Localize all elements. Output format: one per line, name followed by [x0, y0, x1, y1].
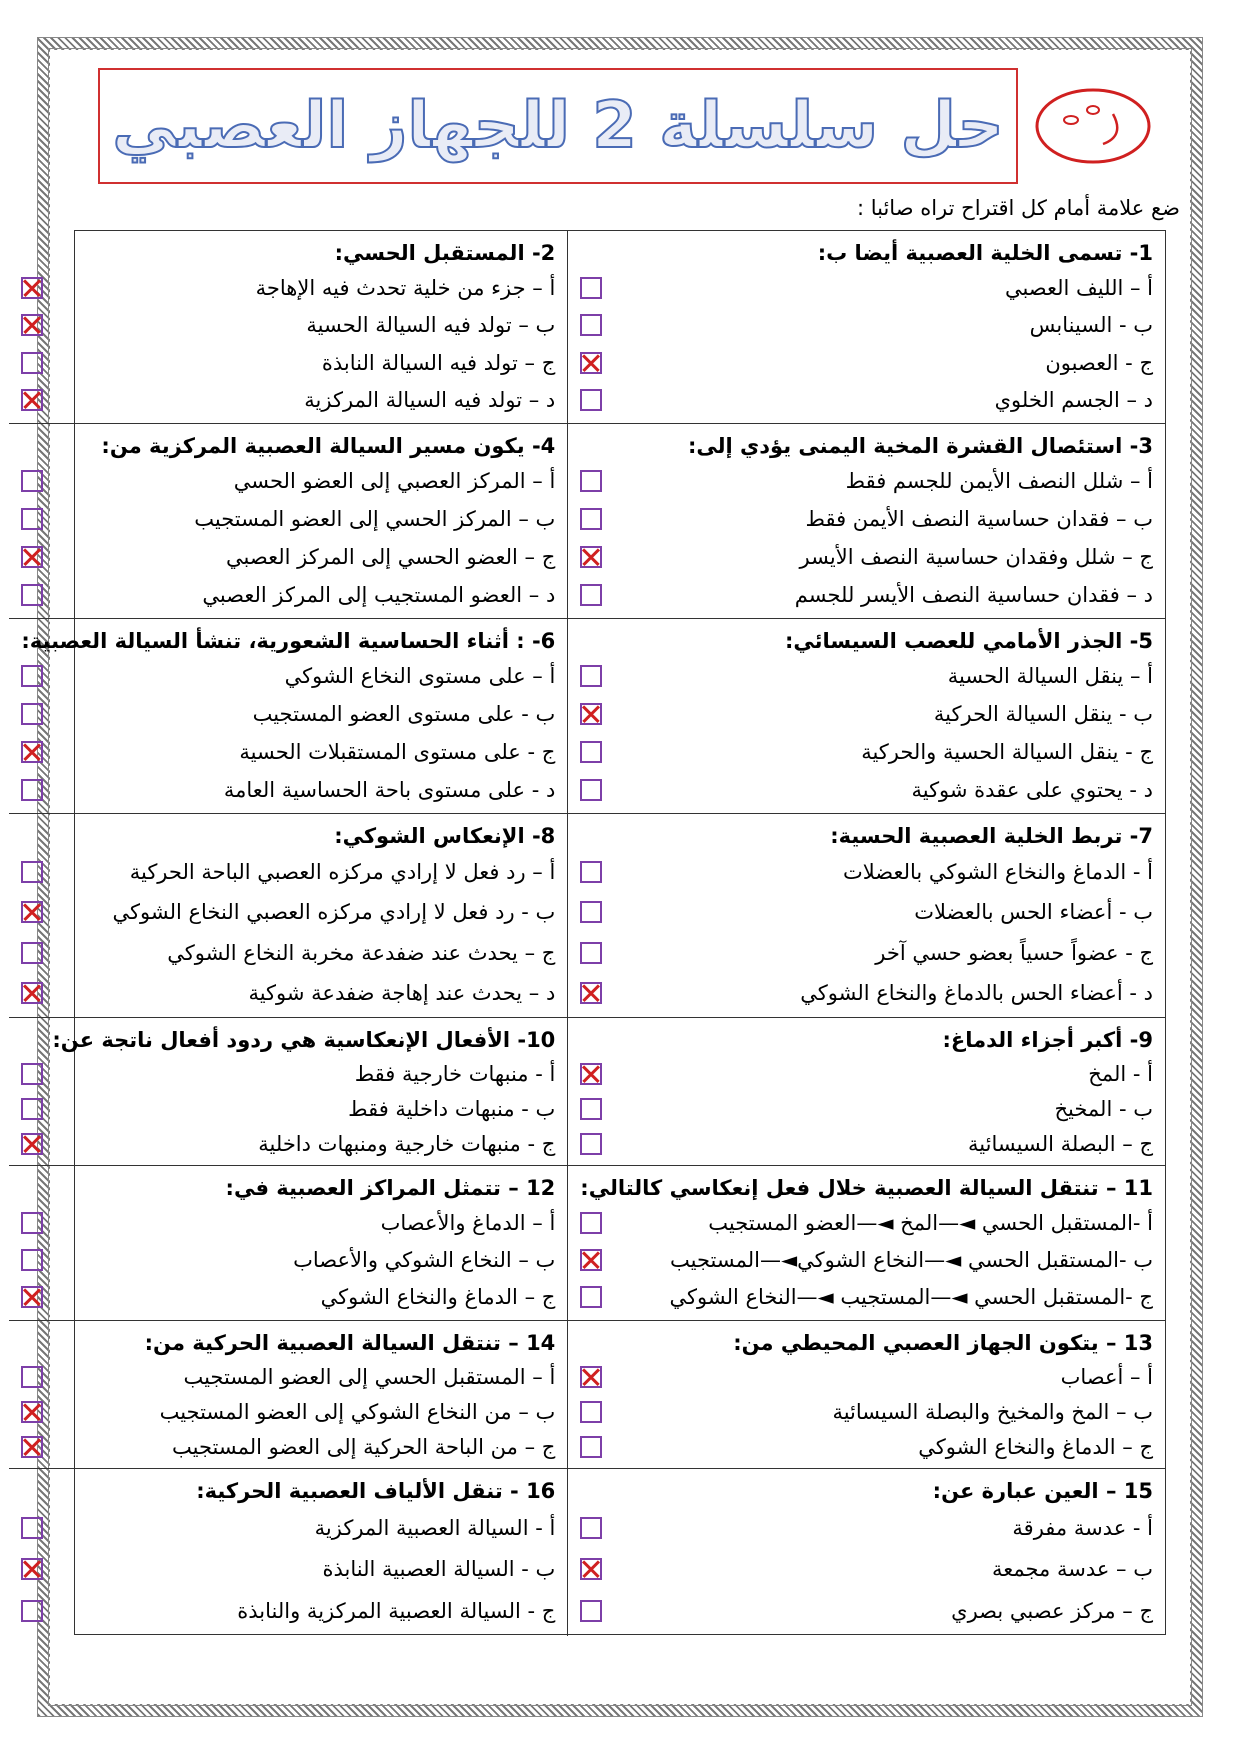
options-list — [21, 462, 555, 614]
option-row — [21, 740, 555, 764]
option-text: ج - منبهات خارجية ومنبهات داخلية — [258, 1131, 556, 1156]
empty-checkbox-icon[interactable] — [580, 901, 602, 923]
option-row — [580, 388, 1153, 412]
question-title: 13 – يتكون الجهاز العصبي المحيطي من: — [733, 1331, 1153, 1355]
option-text: ج - العصبون — [1045, 350, 1153, 375]
empty-checkbox-icon[interactable] — [580, 277, 602, 299]
option-row — [21, 507, 555, 531]
option-text: د – العضو المستجيب إلى المركز العصبي — [202, 583, 556, 607]
option-text: ب – من النخاع الشوكي إلى العضو المستجيب — [159, 1399, 556, 1424]
question-title: 15 – العين عبارة عن: — [932, 1479, 1153, 1503]
checked-checkbox-icon[interactable] — [21, 277, 43, 299]
option-text: أ – ينقل السيالة الحسية — [947, 664, 1153, 688]
option-text: ج -المستقبل الحسي ◄—المستجيب ◄—النخاع الشوكي — [669, 1285, 1153, 1310]
option-row — [21, 1062, 555, 1086]
empty-checkbox-icon[interactable] — [580, 942, 602, 964]
options-list — [21, 1507, 555, 1632]
option-text: أ – شلل النصف الأيمن للجسم فقط — [845, 469, 1153, 493]
empty-checkbox-icon[interactable] — [580, 584, 602, 606]
option-text: ب – تولد فيه السيالة الحسية — [306, 313, 556, 338]
option-row — [580, 276, 1153, 300]
checked-checkbox-icon[interactable] — [580, 1558, 602, 1580]
option-text: ب - رد فعل لا إرادي مركزه العصبي النخاع الشوكي — [112, 900, 556, 925]
option-text: ج - عضواً حسياً بعضو حسي آخر — [875, 940, 1153, 965]
option-row — [580, 1132, 1153, 1156]
option-row — [580, 1400, 1153, 1424]
option-text: د – تولد فيه السيالة المركزية — [304, 388, 556, 413]
option-row — [21, 388, 555, 412]
empty-checkbox-icon[interactable] — [21, 1517, 43, 1539]
option-row — [21, 583, 555, 607]
empty-checkbox-icon[interactable] — [580, 665, 602, 687]
question-13 — [567, 1321, 1165, 1469]
option-row — [580, 941, 1153, 965]
checked-checkbox-icon[interactable] — [580, 546, 602, 568]
option-row — [21, 981, 555, 1005]
empty-checkbox-icon[interactable] — [21, 470, 43, 492]
checked-checkbox-icon[interactable] — [580, 982, 602, 1004]
question-1 — [567, 231, 1165, 424]
option-text: أ – رد فعل لا إرادي مركزه العصبي الباحة الحركية — [129, 860, 556, 885]
options-list — [580, 657, 1153, 809]
question-title: 8- الإنعكاس الشوكي: — [334, 824, 556, 848]
question-3 — [567, 424, 1165, 619]
option-row — [580, 1365, 1153, 1389]
checked-checkbox-icon[interactable] — [580, 1063, 602, 1085]
question-title: 16 - تنقل الألياف العصبية الحركية: — [196, 1479, 556, 1503]
instruction-text: ضع علامة أمام كل اقتراح تراه صائبا : — [856, 196, 1180, 220]
option-row — [580, 351, 1153, 375]
option-row — [21, 351, 555, 375]
checked-checkbox-icon[interactable] — [21, 1401, 43, 1423]
title-box — [98, 68, 1018, 184]
empty-checkbox-icon[interactable] — [21, 942, 43, 964]
question-title: 3- استئصال القشرة المخية اليمنى يؤدي إلى: — [688, 434, 1153, 458]
checked-checkbox-icon[interactable] — [21, 1286, 43, 1308]
options-list — [580, 1204, 1153, 1316]
option-row — [580, 1097, 1153, 1121]
option-text: ب - ينقل السيالة الحركية — [933, 702, 1153, 726]
options-list — [21, 852, 555, 1013]
option-text: ب – المركز الحسي إلى العضو المستجيب — [194, 507, 556, 531]
option-text: أ – المركز العصبي إلى العضو الحسي — [233, 469, 556, 493]
option-row — [21, 1132, 555, 1156]
option-text: ج - السيالة العصبية المركزية والنابذة — [237, 1599, 556, 1624]
option-row — [580, 900, 1153, 924]
checked-checkbox-icon[interactable] — [21, 1133, 43, 1155]
question-11 — [567, 1166, 1165, 1321]
question-9 — [567, 1018, 1165, 1166]
option-text: ب - المخيخ — [1054, 1096, 1153, 1121]
question-16 — [9, 1469, 567, 1636]
empty-checkbox-icon[interactable] — [21, 1366, 43, 1388]
checked-checkbox-icon[interactable] — [21, 1558, 43, 1580]
questions-grid — [21, 230, 1166, 1635]
option-text: أ -المستقبل الحسي ◄—المخ ◄—العضو المستجيب — [708, 1210, 1153, 1235]
option-row — [580, 740, 1153, 764]
option-text: ب - على مستوى العضو المستجيب — [252, 702, 556, 726]
empty-checkbox-icon[interactable] — [580, 1401, 602, 1423]
option-row — [21, 860, 555, 884]
options-list — [580, 1359, 1153, 1464]
options-list — [21, 269, 555, 419]
option-text: أ - الدماغ والنخاع الشوكي بالعضلات — [842, 860, 1153, 885]
empty-checkbox-icon[interactable] — [580, 741, 602, 763]
option-row — [21, 664, 555, 688]
options-list — [21, 1359, 555, 1464]
empty-checkbox-icon[interactable] — [580, 508, 602, 530]
option-text: ج – الدماغ والنخاع الشوكي — [918, 1434, 1153, 1459]
question-title: 14 – تنتقل السيالة العصبية الحركية من: — [144, 1331, 556, 1355]
option-row — [21, 1599, 555, 1623]
option-row — [580, 981, 1153, 1005]
question-title: 1- تسمى الخلية العصبية أيضا ب: — [817, 241, 1153, 265]
empty-checkbox-icon[interactable] — [580, 1517, 602, 1539]
option-text: أ – جزء من خلية تحدث فيه الإهاجة — [255, 275, 556, 300]
option-row — [21, 1211, 555, 1235]
empty-checkbox-icon[interactable] — [580, 1133, 602, 1155]
smiley-icon — [1033, 84, 1153, 168]
option-row — [580, 545, 1153, 569]
empty-checkbox-icon[interactable] — [21, 779, 43, 801]
option-text: أ - عدسة مفرقة — [1012, 1515, 1153, 1540]
option-text: أ - منبهات خارجية فقط — [354, 1061, 556, 1086]
empty-checkbox-icon[interactable] — [21, 1212, 43, 1234]
option-row — [580, 664, 1153, 688]
empty-checkbox-icon[interactable] — [580, 1600, 602, 1622]
option-text: ب – النخاع الشوكي والأعصاب — [293, 1247, 556, 1272]
option-row — [21, 778, 555, 802]
question-title: 6- : أثناء الحساسية الشعورية، تنشأ السيالة العصبية: — [21, 629, 556, 653]
question-title: 9- أكبر أجزاء الدماغ: — [942, 1028, 1153, 1052]
empty-checkbox-icon[interactable] — [580, 1212, 602, 1234]
question-14 — [9, 1321, 567, 1469]
option-row — [580, 1557, 1153, 1581]
option-row — [21, 313, 555, 337]
option-text: ج – يحدث عند ضفدعة مخربة النخاع الشوكي — [167, 940, 556, 965]
option-text: ج - ينقل السيالة الحسية والحركية — [861, 740, 1153, 764]
option-text: ب – فقدان حساسية النصف الأيمن فقط — [805, 507, 1153, 531]
checked-checkbox-icon[interactable] — [21, 546, 43, 568]
option-row — [21, 1516, 555, 1540]
option-text: ب -المستقبل الحسي ◄—النخاع الشوكي◄—المستجيب — [669, 1247, 1153, 1272]
empty-checkbox-icon[interactable] — [580, 1286, 602, 1308]
empty-checkbox-icon[interactable] — [21, 1063, 43, 1085]
option-row — [580, 1248, 1153, 1272]
option-row — [580, 469, 1153, 493]
option-text: ج – تولد فيه السيالة النابذة — [321, 350, 556, 375]
option-row — [580, 583, 1153, 607]
empty-checkbox-icon[interactable] — [21, 665, 43, 687]
option-row — [580, 1062, 1153, 1086]
option-text: د – الجسم الخلوي — [994, 388, 1153, 413]
question-title: 7- تربط الخلية العصبية الحسية: — [830, 824, 1153, 848]
option-row — [580, 313, 1153, 337]
empty-checkbox-icon[interactable] — [580, 1098, 602, 1120]
option-text: ج - على مستوى المستقبلات الحسية — [239, 740, 556, 764]
empty-checkbox-icon[interactable] — [21, 1249, 43, 1271]
empty-checkbox-icon[interactable] — [21, 861, 43, 883]
checked-checkbox-icon[interactable] — [580, 1366, 602, 1388]
option-text: د - على مستوى باحة الحساسية العامة — [223, 778, 556, 802]
empty-checkbox-icon[interactable] — [580, 314, 602, 336]
checked-checkbox-icon[interactable] — [21, 901, 43, 923]
option-text: ب - منبهات داخلية فقط — [348, 1096, 556, 1121]
options-list — [580, 1507, 1153, 1632]
question-title: 2- المستقبل الحسي: — [334, 241, 556, 265]
question-title: 5- الجذر الأمامي للعصب السيسائي: — [784, 629, 1153, 653]
option-row — [580, 1211, 1153, 1235]
empty-checkbox-icon[interactable] — [580, 779, 602, 801]
option-row — [580, 1285, 1153, 1309]
question-title: 11 – تنتقل السيالة العصبية خلال فعل إنعكاسي كالتالي: — [580, 1176, 1153, 1200]
question-title: 4- يكون مسير السيالة العصبية المركزية من: — [101, 434, 556, 458]
empty-checkbox-icon[interactable] — [21, 1098, 43, 1120]
option-row — [21, 941, 555, 965]
question-15 — [567, 1469, 1165, 1636]
option-row — [580, 1435, 1153, 1459]
option-text: أ – الليف العصبي — [1004, 275, 1153, 300]
option-text: أ – الدماغ والأعصاب — [380, 1210, 556, 1235]
question-2 — [9, 231, 567, 424]
option-text: د - أعضاء الحس بالدماغ والنخاع الشوكي — [800, 980, 1153, 1005]
option-row — [21, 1400, 555, 1424]
option-text: ب - السيالة العصبية النابذة — [322, 1557, 556, 1582]
checked-checkbox-icon[interactable] — [21, 314, 43, 336]
empty-checkbox-icon[interactable] — [580, 1436, 602, 1458]
option-row — [580, 778, 1153, 802]
option-row — [21, 1365, 555, 1389]
options-list — [580, 462, 1153, 614]
option-text: د – يحدث عند إهاجة ضفدعة شوكية — [248, 980, 556, 1005]
empty-checkbox-icon[interactable] — [580, 470, 602, 492]
page-title: حل سلسلة 2 للجهاز العصبي — [112, 89, 1004, 163]
checked-checkbox-icon[interactable] — [21, 389, 43, 411]
option-row — [21, 1435, 555, 1459]
checked-checkbox-icon[interactable] — [580, 352, 602, 374]
option-text: ج – الدماغ والنخاع الشوكي — [320, 1285, 556, 1310]
option-row — [21, 545, 555, 569]
options-list — [580, 1056, 1153, 1161]
option-row — [580, 507, 1153, 531]
option-row — [580, 1599, 1153, 1623]
option-row — [21, 1248, 555, 1272]
option-text: ج – شلل وفقدان حساسية النصف الأيسر — [799, 545, 1153, 569]
option-row — [21, 702, 555, 726]
option-row — [580, 860, 1153, 884]
option-text: ج – البصلة السيسائية — [968, 1131, 1153, 1156]
option-text: ج – من الباحة الحركية إلى العضو المستجيب — [171, 1434, 556, 1459]
empty-checkbox-icon[interactable] — [21, 352, 43, 374]
question-12 — [9, 1166, 567, 1321]
checked-checkbox-icon[interactable] — [21, 1436, 43, 1458]
option-text: ب - السينابس — [1029, 313, 1153, 338]
option-text: د - يحتوي على عقدة شوكية — [911, 778, 1153, 802]
question-8 — [9, 814, 567, 1018]
options-list — [21, 657, 555, 809]
option-row — [21, 900, 555, 924]
option-row — [21, 276, 555, 300]
question-title: 10- الأفعال الإنعكاسية هي ردود أفعال ناتجة عن: — [52, 1028, 556, 1052]
option-row — [21, 469, 555, 493]
empty-checkbox-icon[interactable] — [21, 508, 43, 530]
options-list — [21, 1204, 555, 1316]
option-text: ج – العضو الحسي إلى المركز العصبي — [226, 545, 556, 569]
option-text: أ – أعصاب — [1060, 1364, 1153, 1389]
question-7 — [567, 814, 1165, 1018]
option-row — [21, 1285, 555, 1309]
empty-checkbox-icon[interactable] — [21, 703, 43, 725]
option-text: ب – المخ والمخيخ والبصلة السيسائية — [832, 1399, 1153, 1424]
empty-checkbox-icon[interactable] — [21, 1600, 43, 1622]
option-text: أ – المستقبل الحسي إلى العضو المستجيب — [183, 1364, 556, 1389]
checked-checkbox-icon[interactable] — [580, 703, 602, 725]
option-text: أ - السيالة العصبية المركزية — [314, 1515, 556, 1540]
question-10 — [9, 1018, 567, 1166]
option-text: ج – مركز عصبي بصري — [951, 1599, 1153, 1624]
question-4 — [9, 424, 567, 619]
question-5 — [567, 619, 1165, 814]
option-text: أ – على مستوى النخاع الشوكي — [284, 664, 556, 688]
question-6 — [9, 619, 567, 814]
options-list — [21, 1056, 555, 1161]
option-row — [580, 702, 1153, 726]
option-row — [580, 1516, 1153, 1540]
question-title: 12 – تتمثل المراكز العصبية في: — [225, 1176, 556, 1200]
option-text: أ - المخ — [1088, 1061, 1153, 1086]
options-list — [580, 269, 1153, 419]
checked-checkbox-icon[interactable] — [580, 1249, 602, 1271]
checked-checkbox-icon[interactable] — [21, 741, 43, 763]
empty-checkbox-icon[interactable] — [580, 389, 602, 411]
empty-checkbox-icon[interactable] — [580, 861, 602, 883]
option-text: ب – عدسة مجمعة — [991, 1557, 1153, 1582]
option-row — [21, 1557, 555, 1581]
option-text: ب - أعضاء الحس بالعضلات — [914, 900, 1153, 925]
empty-checkbox-icon[interactable] — [21, 584, 43, 606]
option-text: د – فقدان حساسية النصف الأيسر للجسم — [794, 583, 1153, 607]
checked-checkbox-icon[interactable] — [21, 982, 43, 1004]
options-list — [580, 852, 1153, 1013]
option-row — [21, 1097, 555, 1121]
